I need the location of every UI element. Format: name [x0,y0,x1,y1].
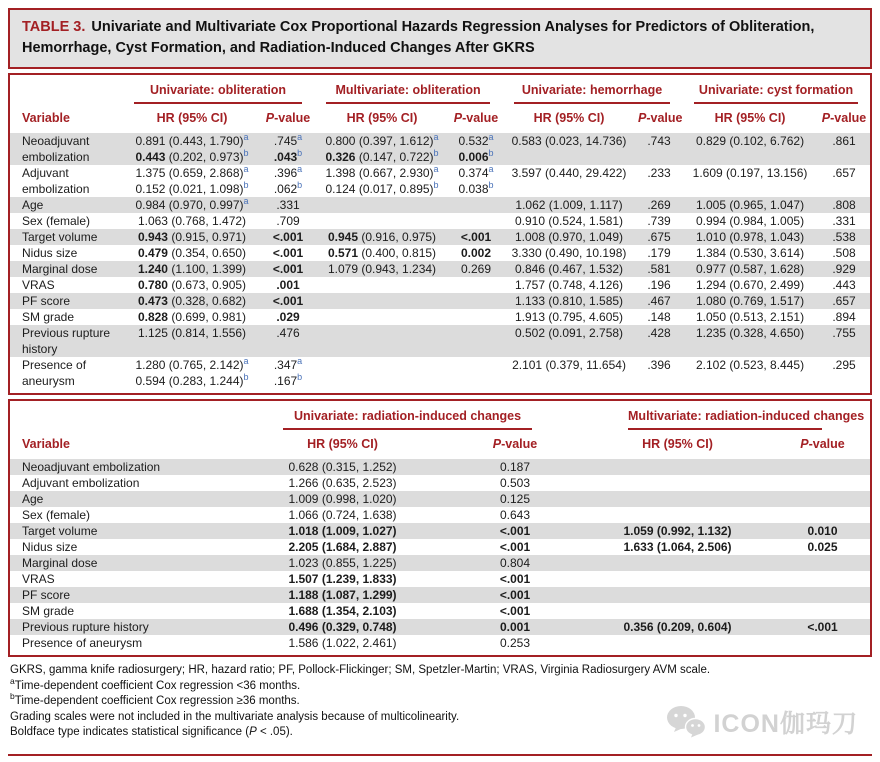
value-cell: <.001 [272,246,304,261]
group-header: Univariate: hemorrhage [502,75,682,104]
value-cell: 0.479 (0.354, 0.650) [137,246,247,261]
variable-cell: Target volume [22,230,98,245]
table-row [10,635,870,651]
value-cell: 0.473 (0.328, 0.682) [137,294,247,309]
table-row [10,491,870,507]
value-cell: 1.507 (1.239, 1.833) [288,572,397,587]
value-cell [314,197,450,213]
footnote: Grading scales were not included in the multivariate analysis because of multicolinearity. [10,710,460,723]
value-cell [450,293,502,309]
value-cell: .538 [832,230,856,245]
value-cell: .331 [832,214,856,229]
value-cell: 0.532$^a$ 0.006$^b$ [458,133,494,165]
value-cell: .295 [832,358,856,373]
value-cell: 0.829 (0.102, 6.762) [695,134,805,149]
group-header: Univariate: cyst formation [682,75,870,104]
value-cell: 0.977 (0.587, 1.628) [695,262,805,277]
value-cell: <.001 [807,620,838,635]
column-header: HR (95% CI) [642,437,713,452]
variable-cell: VRAS [22,278,55,293]
value-cell: 0.010 [807,524,838,539]
value-cell [314,213,450,229]
value-cell [775,587,870,603]
value-cell: 0.943 (0.915, 0.971) [137,230,247,245]
table-row [10,475,870,491]
value-cell: .396 [647,358,671,373]
table-row [10,325,870,357]
value-cell: 1.059 (0.992, 1.132) [623,524,732,539]
variable-cell: PF score [22,588,71,603]
table-row [10,245,870,261]
value-cell: .428 [647,326,671,341]
value-cell [450,357,502,389]
value-cell [580,459,775,475]
table-row [10,619,870,635]
value-cell [314,325,450,357]
value-cell [314,309,450,325]
column-header: HR (95% CI) [346,111,418,126]
value-cell: .861 [832,134,856,149]
table-title-text: Univariate and Multivariate Cox Proportional Hazards Regression Analyses for Predictors of Obliteration, Hemorrhage, Cyst Formation, and Radiation-Induced Changes After GKRS [22,19,815,57]
variable-cell: PF score [22,294,71,309]
value-cell: 1.023 (0.855, 1.225) [288,556,397,571]
value-cell: 1.066 (0.724, 1.638) [288,508,397,523]
value-cell: .148 [647,310,671,325]
footnote: Boldface type indicates statistical significance (P < .05). [10,726,293,739]
column-header: HR (95% CI) [714,111,786,126]
footnote: GKRS, gamma knife radiosurgery; HR, hazard ratio; PF, Pollock-Flickinger; SM, Spetzler-Martin; VRAS, Virginia Radiosurgery AVM scale. [10,664,711,677]
variable-cell: SM grade [22,604,75,619]
value-cell: 0.502 (0.091, 2.758) [514,326,624,341]
group-header: Univariate: obliteration [122,75,314,104]
value-cell: 1.125 (0.814, 1.556) [137,326,247,341]
table-row [10,213,870,229]
value-cell: 0.643 [499,508,531,523]
value-cell: .675 [647,230,671,245]
value-cell [580,555,775,571]
value-cell: 1.133 (0.810, 1.585) [514,294,624,309]
table-row [10,165,870,197]
column-header: P-value [800,437,845,452]
value-cell: 0.910 (0.524, 1.581) [514,214,624,229]
variable-cell: Adjuvant embolization [22,476,140,491]
value-cell: <.001 [499,588,531,603]
value-cell: 1.375 (0.659, 2.868)$^a$ 0.152 (0.021, 1.098)$^b$ [135,165,249,197]
value-cell: 3.330 (0.490, 10.198) [511,246,627,261]
table-row [10,459,870,475]
value-cell: .745$^a$ .043$^b$ [273,133,303,165]
table-number-label: TABLE 3. [22,19,86,35]
value-cell: 1.010 (0.978, 1.043) [695,230,805,245]
value-cell: .739 [647,214,671,229]
value-cell: 0.496 (0.329, 0.748) [288,620,397,635]
value-cell: 2.205 (1.684, 2.887) [288,540,397,555]
wechat-icon [666,705,706,739]
header-spacer [10,75,122,104]
table-row [10,571,870,587]
value-cell: 1.586 (1.022, 2.461) [288,636,397,651]
variable-cell: VRAS [22,572,55,587]
value-cell: 0.800 (0.397, 1.612)$^a$ 0.326 (0.147, 0.722)$^b$ [325,133,439,165]
value-cell: .709 [276,214,300,229]
value-cell: 0.002 [461,246,492,261]
value-cell: 0.187 [499,460,531,475]
watermark [666,704,858,740]
value-cell [775,635,870,651]
table-title [8,8,872,69]
value-cell: 1.280 (0.765, 2.142)$^a$ 0.594 (0.283, 1.244)$^b$ [135,357,249,389]
value-cell: <.001 [499,604,531,619]
value-cell [580,491,775,507]
cox-table-1 [8,73,872,395]
value-cell [775,491,870,507]
value-cell: 1.080 (0.769, 1.517) [695,294,805,309]
column-header: P-value [453,111,499,126]
value-cell: .331 [276,198,300,213]
value-cell: .581 [647,262,671,277]
value-cell: 0.846 (0.467, 1.532) [514,262,624,277]
value-cell: .657 [832,166,856,181]
value-cell: 0.994 (0.984, 1.005) [695,214,805,229]
value-cell: .443 [832,278,856,293]
value-cell: .269 [647,198,671,213]
value-cell: 0.780 (0.673, 0.905) [137,278,247,293]
value-cell: 1.384 (0.530, 3.614) [695,246,805,261]
variable-cell: Age [22,198,44,213]
table-row [10,555,870,571]
value-cell: 1.005 (0.965, 1.047) [695,198,805,213]
bottom-rule [8,754,872,756]
value-cell: 1.008 (0.970, 1.049) [514,230,624,245]
value-cell [580,475,775,491]
watermark-text: ICON伽玛刀 [713,710,858,738]
cox-table-2 [8,399,872,657]
column-header: P-value [492,437,538,452]
value-cell [450,213,502,229]
value-cell [450,277,502,293]
value-cell: <.001 [272,262,304,277]
value-cell: .001 [276,278,300,293]
table-row [10,523,870,539]
variable-cell: Target volume [22,524,98,539]
value-cell: 1.063 (0.768, 1.472) [137,214,247,229]
table-row [10,357,870,389]
value-cell: <.001 [499,572,531,587]
value-cell: 0.628 (0.315, 1.252) [288,460,397,475]
value-cell: .657 [832,294,856,309]
group-header: Multivariate: obliteration [314,75,502,104]
variable-cell: Presence of aneurysm [22,358,87,389]
value-cell: 0.125 [499,492,531,507]
value-cell: 1.079 (0.943, 1.234) [327,262,437,277]
group-header: Univariate: radiation-induced changes [235,401,580,430]
value-cell [450,197,502,213]
variable-cell: Neoadjuvant embolization [22,134,90,165]
variable-cell: Nidus size [22,246,78,261]
column-header: P-value [265,111,311,126]
value-cell: 1.688 (1.354, 2.103) [288,604,397,619]
value-cell: 1.018 (1.009, 1.027) [288,524,397,539]
table-row [10,507,870,523]
value-cell: 0.001 [499,620,531,635]
value-cell: 0.984 (0.970, 0.997)$^a$ [135,197,249,213]
value-cell: 0.828 (0.699, 0.981) [137,310,247,325]
table-row [10,261,870,277]
value-cell: 0.583 (0.023, 14.736) [511,134,627,149]
column-header-variable: Variable [22,437,70,452]
footnote: $^b$Time-dependent coefficient Cox regression ≥36 months. [10,691,300,708]
value-cell [775,475,870,491]
value-cell [580,635,775,651]
column-header: P-value [638,111,683,126]
value-cell: 0.891 (0.443, 1.790)$^a$ 0.443 (0.202, 0.973)$^b$ [135,133,249,165]
value-cell: 1.188 (1.087, 1.299) [288,588,397,603]
value-cell: 1.294 (0.670, 2.499) [695,278,805,293]
value-cell: .755 [832,326,856,341]
column-header-variable: Variable [22,111,70,126]
footnote: $^a$Time-dependent coefficient Cox regression <36 months. [10,675,301,692]
column-header: HR (95% CI) [533,111,605,126]
value-cell: .929 [832,262,856,277]
value-cell: 1.266 (0.635, 2.523) [288,476,397,491]
value-cell: <.001 [499,540,531,555]
value-cell: 0.356 (0.209, 0.604) [623,620,732,635]
value-cell: .808 [832,198,856,213]
value-cell: 1.633 (1.064, 2.506) [623,540,732,555]
value-cell: .196 [647,278,671,293]
value-cell: 1.913 (0.795, 4.605) [514,310,624,325]
value-cell: .476 [276,326,300,341]
value-cell [775,603,870,619]
value-cell [775,555,870,571]
table-row [10,539,870,555]
variable-cell: Adjuvant embolization [22,166,90,197]
value-cell: 1.009 (0.998, 1.020) [288,492,397,507]
value-cell [775,507,870,523]
value-cell: 1.609 (0.197, 13.156) [692,166,808,181]
group-header: Multivariate: radiation-induced changes [580,401,870,430]
table-row [10,133,870,165]
value-cell: .396$^a$ .062$^b$ [273,165,303,197]
column-header: HR (95% CI) [156,111,228,126]
cox-table-1-grid [10,75,870,389]
value-cell: 0.571 (0.400, 0.815) [327,246,437,261]
table-row [10,277,870,293]
value-cell [314,357,450,389]
variable-cell: SM grade [22,310,75,325]
value-cell: <.001 [272,294,304,309]
value-cell: 1.062 (1.009, 1.117) [515,198,623,213]
value-cell: .179 [647,246,671,261]
value-cell: 0.945 (0.916, 0.975) [327,230,437,245]
value-cell: 0.503 [499,476,531,491]
value-cell: 3.597 (0.440, 29.422) [511,166,627,181]
value-cell: 1.757 (0.748, 4.126) [514,278,624,293]
value-cell [580,571,775,587]
value-cell: .743 [647,134,671,149]
variable-cell: Previous rupture history [22,326,111,357]
value-cell: 2.102 (0.523, 8.445) [695,358,805,373]
variable-cell: Sex (female) [22,214,91,229]
variable-cell: Previous rupture history [22,620,149,635]
variable-cell: Marginal dose [22,262,98,277]
value-cell: .347$^a$ .167$^b$ [273,357,303,389]
variable-cell: Nidus size [22,540,78,555]
value-cell: .894 [832,310,856,325]
value-cell: 0.804 [499,556,531,571]
value-cell: 0.269 [461,262,492,277]
value-cell: .029 [276,310,300,325]
value-cell [450,309,502,325]
value-cell [580,587,775,603]
value-cell: <.001 [460,230,492,245]
value-cell [775,459,870,475]
variable-cell: Marginal dose [22,556,98,571]
value-cell [314,277,450,293]
value-cell: <.001 [499,524,531,539]
value-cell: 0.253 [499,636,531,651]
value-cell: 0.374$^a$ 0.038$^b$ [458,165,494,197]
value-cell: 0.025 [807,540,838,555]
value-cell: 1.240 (1.100, 1.399) [137,262,247,277]
value-cell [580,507,775,523]
table-row [10,229,870,245]
value-cell: <.001 [272,230,304,245]
variable-cell: Sex (female) [22,508,91,523]
value-cell [580,603,775,619]
table-row [10,309,870,325]
table-row [10,587,870,603]
variable-cell: Presence of aneurysm [22,636,143,651]
table-row [10,603,870,619]
value-cell: .233 [647,166,671,181]
value-cell: 1.050 (0.513, 2.151) [695,310,805,325]
value-cell: 1.398 (0.667, 2.930)$^a$ 0.124 (0.017, 0.895)$^b$ [325,165,439,197]
value-cell [775,571,870,587]
header-spacer [10,401,235,430]
variable-cell: Age [22,492,44,507]
column-header: HR (95% CI) [307,437,378,452]
value-cell: 2.101 (0.379, 11.654) [512,358,626,373]
cox-table-2-grid [10,401,870,651]
value-cell [450,325,502,357]
table-row [10,197,870,213]
column-header: P-value [821,111,867,126]
variable-cell: Neoadjuvant embolization [22,460,161,475]
value-cell: .508 [832,246,856,261]
value-cell: .467 [647,294,671,309]
table-row [10,293,870,309]
value-cell [314,293,450,309]
value-cell: 1.235 (0.328, 4.650) [695,326,805,341]
